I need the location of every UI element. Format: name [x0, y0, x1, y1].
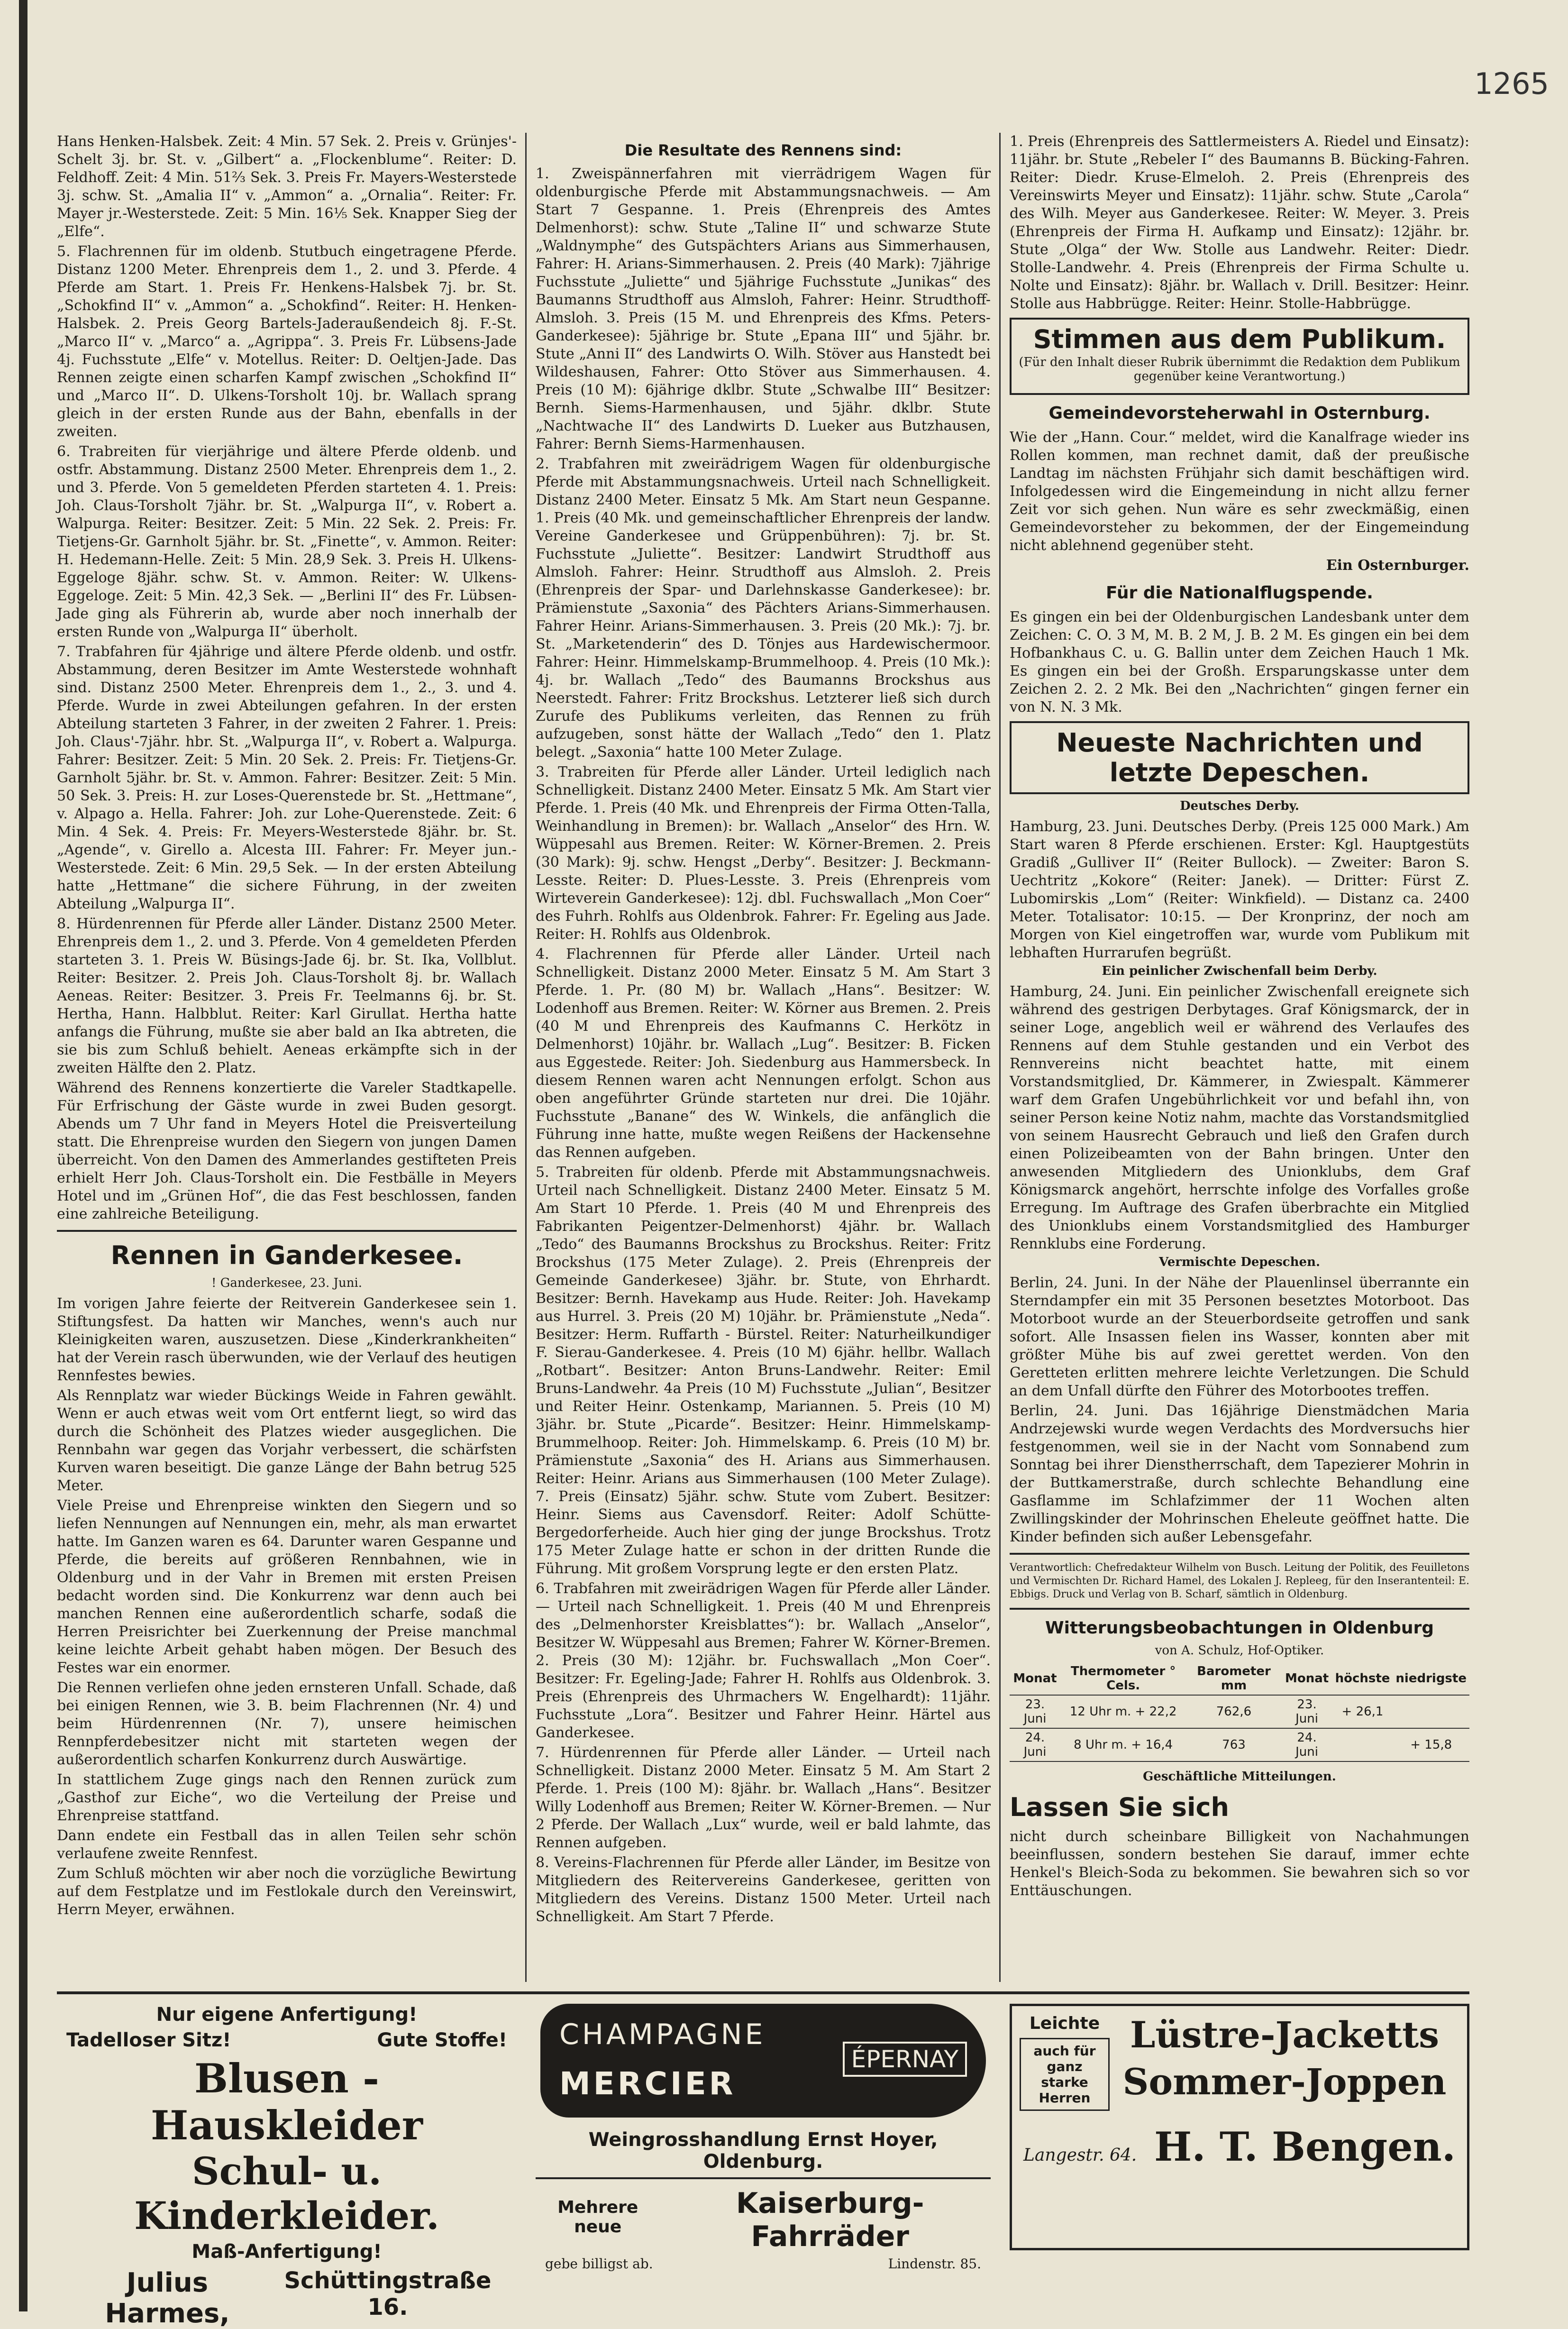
paragraph: Während des Rennens konzertierte die Vareler Stadtkapelle. Für Erfrischung der Gäste wurde in zwei Buden gesorgt. Abends um 7 Uhr fand in Meyers Hotel die Preisverteilung statt. Die Ehrenpreise wurden den Siegern von jungen Damen überreicht. Von den Damen des Ammerlandes gestifteten Preis erhielt Herr Joh. Claus-Torsholt ein. Die Festbälle in Meyers Hotel und im „Grünen Hof“, die das Fest beschlossen, fanden eine zahlreiche Beteiligung. [57, 1080, 517, 1222]
paragraph: 6. Trabreiten für vierjährige und ältere Pferde oldenb. und ostfr. Abstammung. Distanz 2500 Meter. Ehrenpreis dem 1., 2. und 3. Pferde. Von 5 gemeldeten Pferden starteten 4. 1. Preis: Joh. Claus-Torsholt 7jähr. br. St. „Walpurga II“, v. Robert a. Walpurga. Reiter: Besitzer. Zeit: 5 Min. 22 Sek. 2. Preis: Fr. Tietjens-Gr. Garnholt 5jähr. br. St. „Finette“, v. Ammon. Reiter: H. Hedemann-Helle. Zeit: 5 Min. 28,9 Sek. 3. Preis H. Ulkens-Eggeloge 8jähr. schw. St. v. Ammon. Reiter: W. Ulkens-Eggeloge. Zeit: 5 Min. 42,3 Sek. — „Berlini II“ des Fr. Lübsen-Jade ging als Führerin ab, wurde aber noch innerhalb der ersten Runde von „Walpurga II“ überholt. [57, 443, 517, 640]
column-rule [525, 133, 527, 1982]
ad-text: Maß-Anfertigung! [191, 2241, 382, 2263]
column-2 [536, 133, 991, 1982]
page-number: 1265 [1474, 66, 1549, 101]
paragraph: 8. Vereins-Flachrennen für Pferde aller Länder, im Besitze von Mitgliedern des Reitervereins Ganderkesee, geritten von Mitgliedern des Vereins. Distanz 1500 Meter. Urteil nach Schnelligkeit. Am Start 7 Pferde. [536, 1854, 991, 1925]
ad-name: H. T. Bengen. [1154, 2123, 1456, 2170]
ad-text: Tadelloser Sitz! [66, 2029, 231, 2051]
divider [1010, 1553, 1469, 1555]
weather-table [1010, 1662, 1469, 1762]
table-cell: 24. Juni [1010, 1728, 1060, 1761]
derby-subheading: Deutsches Derby. [1180, 799, 1299, 813]
ad-champagne [536, 2004, 991, 2272]
ad-side [1020, 2014, 1110, 2111]
paragraph: Hamburg, 23. Juni. Deutsches Derby. (Preis 125 000 Mark.) Am Start waren 8 Pferde erschienen. Erster: Kgl. Hauptgestüts Gradiß „Gulliver II“ (Reiter Bullock). — Zweiter: Baron S. Uechtritz „Kokore“ (Reiter: Janek). — Dritter: Fürst Z. Lubomirskis „Lom“ (Reiter: Winkfield). — Distanz ca. 2400 Meter. Totalisator: 10:15. — Der Kronprinz, der noch am Morgen von Kiel eingetroffen war, wurde vom Publikum mit lebhaften Hurrarufen begrüßt. [1010, 818, 1469, 961]
spende-heading: Für die Nationalflugspende. [1106, 583, 1373, 603]
table-cell [1332, 1728, 1393, 1761]
table-cell [1393, 1695, 1469, 1728]
paragraph: 2. Trabfahren mit zweirädrigem Wagen für oldenburgische Pferde mit Abstammungsnachweis. Urteil nach Schnelligkeit. Distanz 2400 Meter. Einsatz 5 Mk. Am Start neun Gespanne. 1. Preis (40 Mk. und gemeinschaftlicher Ehrenpreis der landw. Vereine Ganderkesee und Grüppenbühren): 7j. br. St. Fuchsstute „Juliette“. Besitzer: Landwirt Strudthoff aus Almsloh. Fahrer: Heinr. Strudthoff aus Almsloh. 2. Preis (Ehrenpreis der Spar- und Darlehnskasse Ganderkesee): br. Prämienstute „Saxonia“ des Pächters Arians-Simmerhausen. Fahrer Heinr. Arians-Simmerhausen. 3. Preis (20 Mk.): 7j. br. St. „Marketenderin“ des D. Tönjes aus Hardewischermoor. Fahrer: Heinr. Himmelskamp-Brummelhoop. 4. Preis (10 Mk.): 4j. br. Wallach „Tedo“ des Baumanns Brockshus aus Neerstedt. Fahrer: Fritz Brockshus. Letzterer ließ sich durch Zurufe des Publikums verleiten, das Rennen zu früh aufzugeben, sonst hätte der Wallach „Tedo“ den 1. Platz belegt. „Saxonia“ hatte 100 Meter Zulage. [536, 456, 991, 761]
ad-row [1012, 2118, 1467, 2175]
paragraph: Wie der „Hann. Cour.“ meldet, wird die Kanalfrage wieder ins Rollen kommen, man rechnet damit, daß der preußische Landtag im nächsten Frühjahr sich damit beschäftigen wird. Infolgedessen wird die Eingemeindung in nicht allzu ferner Zeit vor sich gehen. Nun wäre es sehr zweckmäßig, einen Gemeindevorsteher zu bekommen, der der Eingemeindung nicht ablehnend gegenüber steht. [1010, 429, 1469, 554]
stimmen-heading: Stimmen aus dem Publikum. [1033, 324, 1446, 354]
ad-title: Blusen - Hauskleider [150, 2055, 423, 2149]
ad-row [545, 2256, 981, 2272]
ad-name: Julius Harmes, [105, 2267, 230, 2329]
paragraph: nicht durch scheinbare Billigkeit von Nachahmungen beeinflussen, sondern bestehen Sie darauf, immer echte Henkel's Bleich-Soda zu bekommen. Sie bewahren sich so vor Enttäuschungen. [1010, 1828, 1469, 1899]
table-cell: 23. Juni [1010, 1695, 1060, 1728]
newspaper-page [57, 95, 1469, 2329]
ad-title: Sommer-Joppen [1122, 2061, 1447, 2103]
paragraph: 8. Hürdenrennen für Pferde aller Länder. Distanz 2500 Meter. Ehrenpreis dem 1., 2. und 3. Pferde. Von 4 gemeldeten Pferden starteten 3. 1. Preis W. Büsings-Jade 6j. br. St. Ika, Vollblut. Reiter: Besitzer. 2. Preis Joh. Claus-Torsholt 8j. br. Wallach Aeneas. Reiter: Besitzer. 3. Preis Fr. Teelmanns 6j. br. St. Hertha, Hann. Halbblut. Reiter: Karl Girullat. Hertha hatte anfangs die Führung, mußte sie aber bald an Ika abtreten, die sie bis zum Schluß behielt. Aeneas erkämpfte sich in der zweiten Hälfte den 2. Platz. [57, 916, 517, 1076]
signature: Ein Osternburger. [1326, 557, 1469, 574]
ad-text: MERCIER [559, 2065, 736, 2102]
table-cell: + 15,8 [1393, 1728, 1469, 1761]
divider [1010, 1608, 1469, 1610]
stimmen-box [1010, 318, 1469, 395]
ad-text: ÉPERNAY [843, 2042, 967, 2077]
zwischenfall-subheading: Ein peinlicher Zwischenfall beim Derby. [1102, 964, 1377, 978]
lassen-heading: Lassen Sie sich [1010, 1792, 1229, 1822]
weather-subheading: von A. Schulz, Hof-Optiker. [1155, 1643, 1324, 1658]
ad-text: auch für ganz starke Herren [1020, 2038, 1110, 2111]
paragraph: 5. Trabreiten für oldenb. Pferde mit Abstammungsnachweis. Urteil nach Schnelligkeit. Distanz 2400 Meter. Einsatz 5 M. Am Start 10 Pferde. 1. Preis (40 M und Ehrenpreis des Fabrikanten Peigentzer-Delmenhorst) 4jähr. br. Wallach „Tedo“ des Baumanns Brockshus zu Brockshus. Reiter: Fritz Brockshus (175 Meter Zulage). 2. Preis (Ehrenpreis der Gemeinde Ganderkesee) 3jähr. br. Stute, von Ehrhardt. Besitzer: Bernh. Havekamp aus Hude. Reiter: Joh. Havekamp aus Hurrel. 3. Preis (20 M) 10jähr. br. Prämienstute „Neda“. Besitzer: Herm. Ruffarth - Bürstel. Reiter: Naturheilkundiger F. Sierau-Ganderkesee. 4. Preis (10 M) 6jähr. hellbr. Wallach „Rotbart“. Besitzer: Anton Bruns-Landwehr. Reiter: Emil Bruns-Landwehr. 4a Preis (10 M) Fuchsstute „Julian“, Besitzer und Reiter Heinr. Ostenkamp, Mariannen. 5. Preis (10 M) 3jähr. br. Stute „Picarde“. Besitzer: Heinr. Himmelskamp-Brummelhoop. Reiter: Joh. Himmelskamp. 6. Preis (10 M) br. Prämienstute „Saxonia“ des H. Arians aus Simmerhausen. Reiter: Heinr. Arians aus Simmerhausen (100 Meter Zulage). 7. Preis (Einsatz) 5jähr. schw. Stute vom Zubert. Besitzer: Heinr. Siems aus Cavensdorf. Reiter: Adolf Schütte-Bergedorferheide. Auch hier ging der junge Brockshus. Trotz 175 Meter Zulage hatte er schon in der dritten Runde die Führung. Mit großem Vorsprung legte er den ersten Platz. [536, 1164, 991, 1577]
paragraph: 1. Zweispännerfahren mit vierrädrigem Wagen für oldenburgische Pferde mit Abstammungsnachweis. — Am Start 7 Gespanne. 1. Preis (Ehrenpreis des Amtes Delmenhorst): schw. Stute „Taline II“ und schwarze Stute „Waldnymphe“ des Gutspächters Arians aus Simmerhausen, Fahrer: H. Arians-Simmerhausen. 2. Preis (40 Mark): 7jährige Fuchsstute „Juliette“ und 5jährige Fuchsstute „Junikas“ des Baumanns Strudthoff aus Almsloh, Fahrer: Heinr. Strudthoff-Almsloh. 3. Preis (15 M. und Ehrenpreis des Kfms. Peters-Ganderkesee): 5jährige br. Stute „Epana III“ und 5jähr. br. Stute „Anni II“ des Landwirts O. Wilh. Stöver aus Hanstedt bei Wildeshausen, Fahrer: Otto Stöver aus Simmerhausen. 4. Preis (10 M): 6jährige dklbr. Stute „Schwalbe III“ Besitzer: Bernh. Siems-Harmenhausen, und 5jähr. dklbr. Stute „Nachtwache II“ des Landwirts D. Lueker aus Butzhausen, Fahrer: Bernh Siems-Harmenhausen. [536, 165, 991, 452]
impressum: Verantwortlich: Chefredakteur Wilhelm von Busch. Leitung der Politik, des Feuilletons und Vermischten Dr. Richard Hamel, des Lokalen J. Repleeg, für den Inserantenteil: E. Ebbigs. Druck und Verlag von B. Scharf, sämtlich in Oldenburg. [1010, 1562, 1469, 1600]
paragraph: Als Rennplatz war wieder Bückings Weide in Fahren gewählt. Wenn er auch etwas weit vom Ort entfernt liegt, so wird das durch die Schönheit des Platzes wieder ausgeglichen. Die Rennbahn war gegen das Vorjahr verbessert, die schärfsten Kurven waren beseitigt. Die ganze Länge der Bahn betrug 525 Meter. [57, 1387, 517, 1494]
ad-text: Leichte [1029, 2014, 1100, 2033]
paragraph: Zum Schluß möchten wir aber noch die vorzügliche Bewirtung auf dem Festplatze und im Festlokale durch den Vereinswirt, Herrn Meyer, erwähnen. [57, 1865, 517, 1918]
table-cell: 23. Juni [1282, 1695, 1332, 1728]
table-row [1010, 1728, 1469, 1761]
column-3 [1010, 133, 1469, 1982]
column-rule [999, 133, 1001, 1982]
gemeinde-heading: Gemeindevorsteherwahl in Osternburg. [1048, 403, 1431, 423]
column-header: höchste [1332, 1662, 1393, 1695]
paragraph: Es gingen ein bei der Oldenburgischen Landesbank unter dem Zeichen: C. O. 3 M, M. B. 2 M, J. B. 2 M. Es gingen ein bei dem Hofbankhaus C. u. G. Ballin unter dem Zeichen Hauch 1 Mk. Es gingen ein bei der Großh. Ersparungskasse unter dem Zeichen 2. 2. 2 Mk. Bei den „Nachrichten“ gingen ferner ein von N. N. 3 Mk. [1010, 609, 1469, 715]
ad-address: Lindenstr. 85. [888, 2256, 981, 2272]
ad-text: gebe billigst ab. [545, 2256, 653, 2272]
ad-address: Langestr. 64. [1023, 2146, 1137, 2165]
results-heading: Die Resultate des Rennens sind: [624, 141, 902, 159]
ad-title: Kaiserburg-Fahrräder [736, 2187, 924, 2253]
table-header-row [1010, 1662, 1469, 1695]
ad-text: Nur eigene Anfertigung! [156, 2004, 418, 2026]
paragraph: In stattlichem Zuge gings nach den Rennen zurück zum „Gasthof zur Eiche“, wo die Verteilung der Preise und Ehrenpreise stattfand. [57, 1771, 517, 1824]
paragraph: 4. Flachrennen für Pferde aller Länder. Urteil nach Schnelligkeit. Distanz 2000 Meter. Einsatz 5 M. Am Start 3 Pferde. 1. Pr. (80 M) br. Wallach „Hans“. Besitzer: W. Lodenhoff aus Bremen. Reiter: W. Körner aus Bremen. 2. Preis (40 M und Ehrenpreis des Kaufmanns C. Herkötz in Delmenhorst) 10jähr. br. Wallach „Lug“. Besitzer: B. Ficken aus Eggestede. Reiter: Joh. Siedenburg aus Hammersbeck. In diesem Rennen waren acht Nennungen erfolgt. Schon aus oben angeführter Gründe starteten nur drei. Die 10jähr. Fuchsstute „Banane“ des W. Winkels, die anfänglich die Führung inne hatte, mußte wegen Reißens der Hackensehne das Rennen aufgeben. [536, 946, 991, 1161]
paragraph: Die Rennen verliefen ohne jeden ernsteren Unfall. Schade, daß bei einigen Rennen, wie 3. B. beim Flachrennen (Nr. 4) und beim Hürdenrennen (Nr. 7), unsere heimischen Rennpferdebesitzer nicht mit starteten wegen der außerordentlich scharfen Konkurrenz durch Auswärtige. [57, 1679, 517, 1768]
ad-text: Mehrere neue [557, 2198, 638, 2237]
table-cell: 12 Uhr m. + 22,2 [1060, 1695, 1186, 1728]
paragraph: Berlin, 24. Juni. Das 16jährige Dienstmädchen Maria Andrzejewski wurde wegen Verdachts des Mordversuchs hier festgenommen, weil sie in der Nacht vom Sonnabend zum Sonntag bei ihrer Dienstherrschaft, dem Tapezierer Mohrin in der Buttkamerstraße, durch schlechte Behandlung eine Gasflamme im Schlafzimmer der 11 Wochen alten Zwillingskinder der Mohrinschen Eheleute geöffnet hatte. Die Kinder befinden sich außer Lebensgefahr. [1010, 1403, 1469, 1545]
ad-row [66, 2029, 507, 2051]
ad-text: CHAMPAGNE [559, 2018, 766, 2051]
divider [57, 1230, 517, 1232]
ad-title: Schul- u. Kinderkleider. [134, 2149, 439, 2238]
paragraph: 5. Flachrennen für im oldenb. Stutbuch eingetragene Pferde. Distanz 1200 Meter. Ehrenpreis dem 1., 2. und 3. Pferde. 4 Pferde am Start. 1. Preis Fr. Henkens-Halsbek 7j. br. St. „Schokfind II“ v. „Ammon“ a. „Schokfind“. Reiter: H. Henken-Halsbek. 2. Preis Georg Bartels-Jaderaußendeich 8j. F.-St. „Marco II“ v. „Marco“ a. „Agrippa“. 3. Preis Fr. Lübsens-Jade 4j. Fuchsstute „Elfe“ v. Motellus. Reiter: D. Oeltjen-Jade. Das Rennen zeigte einen scharfen Kampf zwischen „Schokfind II“ und „Marco II“. D. Ulkens-Torsholt 10j. br. Wallach sprang gleich in der ersten Runde aus der Bahn, ebenfalls in der zweiten. [57, 243, 517, 440]
ad-harmes [57, 2004, 517, 2329]
geschaeft-heading: Geschäftliche Mitteilungen. [1143, 1770, 1336, 1784]
ad-text: Weingrosshandlung Ernst Hoyer, Oldenburg. [536, 2129, 991, 2179]
column-header: Monat [1010, 1662, 1060, 1695]
table-cell: 762,6 [1186, 1695, 1281, 1728]
neueste-box [1010, 721, 1469, 794]
paragraph: 3. Trabreiten für Pferde aller Länder. Urteil lediglich nach Schnelligkeit. Distanz 2400 Meter. Einsatz 5 Mk. Am Start vier Pferde. 1. Preis (40 Mk. und Ehrenpreis der Firma Otten-Talla, Weinhandlung in Bremen): br. Wallach „Anselor“ des Hrn. W. Wüppesahl aus Bremen. Reiter: W. Körner-Bremen. 2. Preis (30 Mark): 9j. schw. Hengst „Derby“. Besitzer: J. Beckmann-Lesste. Reiter: D. Plues-Lesste. 3. Preis (Ehrenpreis vom Wirteverein Ganderkesee): 12j. dbl. Fuchswallach „Mon Coer“ des Fuhrh. Rohlfs aus Oldenbrok. Fahrer: Fr. Egeling aus Jade. Reiter: H. Rohlfs aus Oldenbrok. [536, 764, 991, 943]
ad-bengen [1010, 2004, 1469, 2250]
ad-row [536, 2187, 991, 2253]
weather-heading: Witterungsbeobachtungen in Oldenburg [1045, 1618, 1434, 1638]
column-header: Monat [1282, 1662, 1332, 1695]
paragraph: Hamburg, 24. Juni. Ein peinlicher Zwischenfall ereignete sich während des gestrigen Derbytages. Graf Königsmarck, der in seiner Loge, angeblich weil er während des Verlaufes des Rennens auf dem Stuhle gestanden und ein Verbot des Rennvereins nicht beachtet hatte, mit einem Vorstandsmitglied, Dr. Kämmerer, in Zwiespalt. Kämmerer warf dem Grafen Ungebührlichkeit vor und befahl ihn, von seiner Person keine Notiz nahm, machte das Vorstandsmitglied von seinem Hausrecht Gebrauch und ließ den Grafen durch einen Polizeibeamten von der Bahn bringen. Unter den anwesenden Mitgliedern des Unionklubs, dem Graf Königsmarck angehört, herrschte infolge des Vorfalles große Erregung. Im Auftrage des Grafen überbrachte ein Mitglied des Unionklubs einem Vorstandsmitglied des Hamburger Rennklubs eine Forderung. [1010, 983, 1469, 1252]
ads-row [57, 1991, 1469, 2329]
table-cell: 8 Uhr m. + 16,4 [1060, 1728, 1186, 1761]
paragraph: Berlin, 24. Juni. In der Nähe der Plauenlinsel überrannte ein Sterndampfer ein mit 35 Personen besetztes Motorboot. Das Motorboot wurde an der Steuerbordseite getroffen und sank sofort. Alle Insassen fielen ins Wasser, konnten aber mit größter Mühe bis auf zwei gerettet werden. Von den Geretteten erlitten mehrere leichte Verletzungen. Die Schuld an dem Unfall dürfte den Führer des Motorbootes treffen. [1010, 1275, 1469, 1399]
table-cell: 763 [1186, 1728, 1281, 1761]
ad-main [1110, 2014, 1459, 2111]
vermischt-subheading: Vermischte Depeschen. [1158, 1255, 1321, 1269]
paragraph: 6. Trabfahren mit zweirädrigen Wagen für Pferde aller Länder. — Urteil nach Schnelligkeit. 1. Preis (40 M und Ehrenpreis des „Delmenhorster Kreisblattes“): br. Wallach „Anselor“, Besitzer W. Wüppesahl aus Bremen; Fahrer W. Körner-Bremen. 2. Preis (30 M): 12jähr. br. Fuchswallach „Mon Coer“. Besitzer: Fr. Egeling-Jade; Fahrer H. Rohlfs aus Oldenbrok. 3. Preis (Ehrenpreis des Uhrmachers W. Engelhardt): 11jähr. Fuchsstute „Lora“. Besitzer und Fahrer Heinr. Härtel aus Ganderkesee. [536, 1580, 991, 1741]
ad-title: Lüstre-Jacketts [1130, 2014, 1439, 2056]
article-heading-ganderkesee: Rennen in Ganderkesee. [110, 1240, 463, 1270]
table-cell: + 26,1 [1332, 1695, 1393, 1728]
dateline: ! Ganderkesee, 23. Juni. [211, 1276, 363, 1290]
table-cell: 24. Juni [1282, 1728, 1332, 1761]
paragraph: 1. Preis (Ehrenpreis des Sattlermeisters A. Riedel und Einsatz): 11jähr. br. Stute „Rebeler I“ des Baumanns B. Bücking-Fahren. Reiter: Diedr. Kruse-Elmeloh. 2. Preis (Ehrenpreis des Vereinswirts Meyer und Einsatz): 11jähr. schw. Stute „Carola“ des Wilh. Meyer aus Ganderkesee. Reiter: W. Meyer. 3. Preis (Ehrenpreis der Firma H. Aufkamp und Einsatz): 12jähr. br. Stute „Olga“ der Ww. Stolle aus Landwehr. Reiter: Diedr. Stolle-Landwehr. 4. Preis (Ehrenpreis der Firma Schulte u. Nolte und Einsatz): 8jähr. br. Wallach v. Drill. Besitzer: Heinr. Stolle aus Habbrügge. Reiter: Heinr. Stolle-Habbrügge. [1010, 133, 1469, 312]
ad-row [1012, 2006, 1467, 2118]
column-1 [57, 133, 517, 1982]
column-header: niedrigste [1393, 1662, 1469, 1695]
stimmen-note: (Für den Inhalt dieser Rubrik übernimmt die Redaktion dem Publikum gegenüber keine Verantwortung.) [1019, 355, 1460, 384]
ad-text: Gute Stoffe! [377, 2029, 507, 2051]
paragraph: 7. Trabfahren für 4jährige und ältere Pferde oldenb. und ostfr. Abstammung, deren Besitzer im Amte Westerstede wohnhaft sind. Distanz 2500 Meter. Ehrenpreis dem 1., 2., 3. und 4. Pferde. Wurde in zwei Abteilungen gefahren. In der ersten Abteilung starteten 3 Fahrer, in der zweiten 2 Fahrer. 1. Preis: Joh. Claus'-7jähr. hbr. St. „Walpurga II“, v. Robert a. Walpurga. Fahrer: Besitzer. Zeit: 5 Min. 20 Sek. 2. Preis: Fr. Tietjens-Gr. Garnholt 5jähr. br. St. v. Ammon. Fahrer: Besitzer. Zeit: 5 Min. 50 Sek. 3. Preis: H. zur Loses-Querenstede br. St. „Hettmane“, v. Alpago a. Hella. Fahrer: Joh. zur Lohe-Querenstede. Zeit: 6 Min. 4 Sek. 4. Preis: Fr. Meyers-Westerstede 8jähr. br. St. „Agende“, v. Girello a. Alcesta III. Fahrer: Fr. Meyer jun.-Westerstede. Zeit: 6 Min. 29,5 Sek. — In der ersten Abteilung hatte „Hettmane“ die sichere Führung, in der zweiten Abteilung „Walpurga II“. [57, 643, 517, 912]
column-header: Thermometer ° Cels. [1060, 1662, 1186, 1695]
page-left-edge [19, 0, 27, 2311]
paragraph: Hans Henken-Halsbek. Zeit: 4 Min. 57 Sek. 2. Preis v. Grünjes'-Schelt 3j. br. St. v. „Gilbert“ a. „Flockenblume“. Reiter: D. Feldhoff. Zeit: 4 Min. 51⅔ Sek. 3. Preis Fr. Mayers-Westerstede 3j. schw. St. „Amalia II“ v. „Ammon“ a. „Ornalia“. Reiter: Fr. Mayer jr.-Westerstede. Zeit: 5 Min. 16⅕ Sek. Knapper Sieg der „Elfe“. [57, 133, 517, 240]
ad-row [66, 2267, 507, 2329]
paragraph: Im vorigen Jahre feierte der Reitverein Ganderkesee sein 1. Stiftungsfest. Da hatten wir Manches, wenn's auch nur Kleinigkeiten waren, auszusetzen. Diese „Kinderkrankheiten“ hat der Verein rasch überwunden, wie der Verlauf des heutigen Rennfestes bewies. [57, 1295, 517, 1384]
paragraph: 7. Hürdenrennen für Pferde aller Länder. — Urteil nach Schnelligkeit. Distanz 2000 Meter. Einsatz 5 M. Am Start 2 Pferde. 1. Preis (100 M): 8jähr. br. Wallach „Hans“. Besitzer Willy Lodenhoff aus Bremen; Reiter W. Körner-Bremen. — Nur 2 Pferde. Der Wallach „Lux“ wurde, weil er bald lahmte, das Rennen aufgeben. [536, 1744, 991, 1851]
paragraph: Dann endete ein Festball das in allen Teilen sehr schön verlaufene zweite Rennfest. [57, 1827, 517, 1862]
table-row [1010, 1695, 1469, 1728]
neueste-heading: Neueste Nachrichten und letzte Depeschen. [1056, 728, 1423, 788]
column-header: Barometer mm [1186, 1662, 1281, 1695]
paragraph: Viele Preise und Ehrenpreise winkten den Siegern und so liefen Nennungen auf Nennungen ein, mehr, als man erwartet hatte. Im Ganzen waren es 64. Darunter waren Gespanne und Pferde, die bereits auf größeren Rennbahnen, wie in Oldenburg und in der Vahr in Bremen mit ersten Preisen bedacht worden sind. Die Konkurrenz war denn auch bei manchen Rennen eine außerordentlich scharfe, sodaß die Herren Preisrichter bei Zuerkennung der Preise manchmal keine leichte Arbeit gehabt haben mögen. Der Besuch des Festes war ein enormer. [57, 1497, 517, 1676]
ad-address: Schüttingstraße 16. [284, 2267, 492, 2320]
champagne-bottle-icon [540, 2004, 986, 2118]
